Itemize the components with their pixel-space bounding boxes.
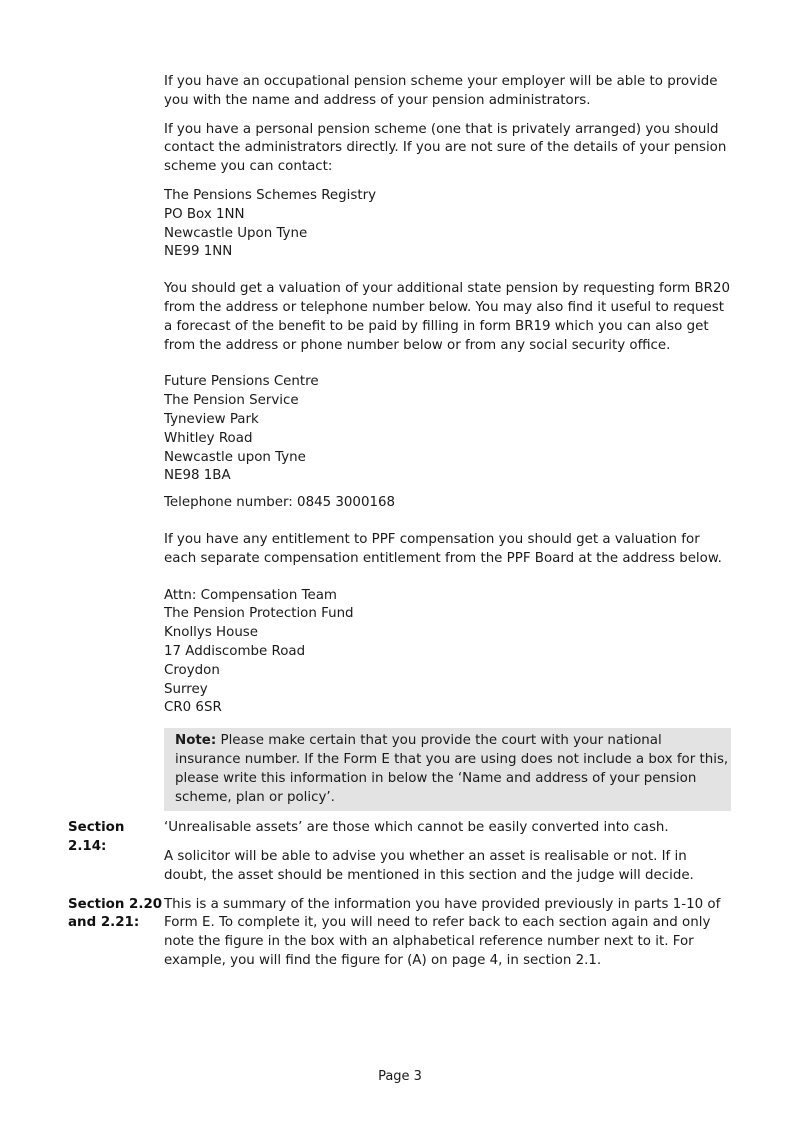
address-line: The Pension Service (164, 393, 299, 409)
section-2-20 (68, 896, 734, 971)
address-line: Knollys House (164, 625, 259, 641)
ppf-address (164, 587, 734, 719)
registry-address (164, 187, 734, 262)
address-line: NE98 1BA (164, 468, 231, 484)
address-line: Croydon (164, 662, 220, 678)
section-label-line: and 2.21: (68, 915, 140, 931)
ppf-paragraph: If you have any entitlement to PPF compensation you should get a valuation for each separate compensation entitlement from the PPF Board at the address below. (164, 531, 722, 566)
page-number: Page 3 (378, 1069, 422, 1084)
address-line: NE99 1NN (164, 244, 233, 260)
address-line: Whitley Road (164, 430, 253, 446)
telephone-number: Telephone number: 0845 3000168 (164, 495, 396, 511)
address-line: Future Pensions Centre (164, 374, 319, 390)
section-2-14 (68, 819, 734, 885)
note-label: Note: (175, 733, 217, 749)
note-text: Please make certain that you provide the court with your national insurance number. If the Form E that you are using does not include a box for this, please write this information in below the ‘Name and address of your pension scheme, plan or policy’. (175, 733, 729, 805)
personal-pension-paragraph: If you have a personal pension scheme (one that is privately arranged) you should contact the administrators directly. If you are not sure of the details of your pension scheme you can contact: (164, 121, 727, 175)
address-line: 17 Addiscombe Road (164, 643, 306, 659)
address-line: Attn: Compensation Team (164, 587, 337, 603)
address-line: Surrey (164, 681, 208, 697)
note-box (164, 728, 731, 811)
future-pensions-address (164, 373, 734, 486)
state-pension-paragraph: You should get a valuation of your additional state pension by requesting form BR20 from the address or telephone number below. You may also find it useful to request a forecast of the benefit to be paid by filling in form BR19 which you can also get from the address or phone number below or from any social security office. (164, 281, 730, 353)
address-line: The Pension Protection Fund (164, 606, 354, 622)
occupational-pension-paragraph: If you have an occupational pension scheme your employer will be able to provide you with the name and address of your pension administrators. (164, 74, 718, 108)
address-line: Newcastle Upon Tyne (164, 225, 308, 241)
address-line: Newcastle upon Tyne (164, 449, 306, 465)
address-line: CR0 6SR (164, 700, 222, 716)
address-line: The Pensions Schemes Registry (164, 187, 377, 203)
address-line: Tyneview Park (164, 411, 259, 427)
section-paragraph: A solicitor will be able to advise you whether an asset is realisable or not. If in doubt, the asset should be mentioned in this section and the judge will decide. (164, 849, 694, 883)
section-label: Section 2.14: (68, 820, 125, 855)
page-content (68, 73, 734, 971)
section-paragraph: ‘Unrealisable assets’ are those which cannot be easily converted into cash. (164, 820, 669, 836)
section-paragraph: This is a summary of the information you have provided previously in parts 1-10 of Form E. To complete it, you will need to refer back to each section again and only note the figure in the box with an alphabetical reference number next to it. For example, you will find the figure for (A) on page 4, in section 2.1. (164, 896, 721, 969)
section-label-line: Section 2.20 (68, 896, 163, 912)
section-label (68, 896, 163, 934)
address-line: PO Box 1NN (164, 206, 245, 222)
